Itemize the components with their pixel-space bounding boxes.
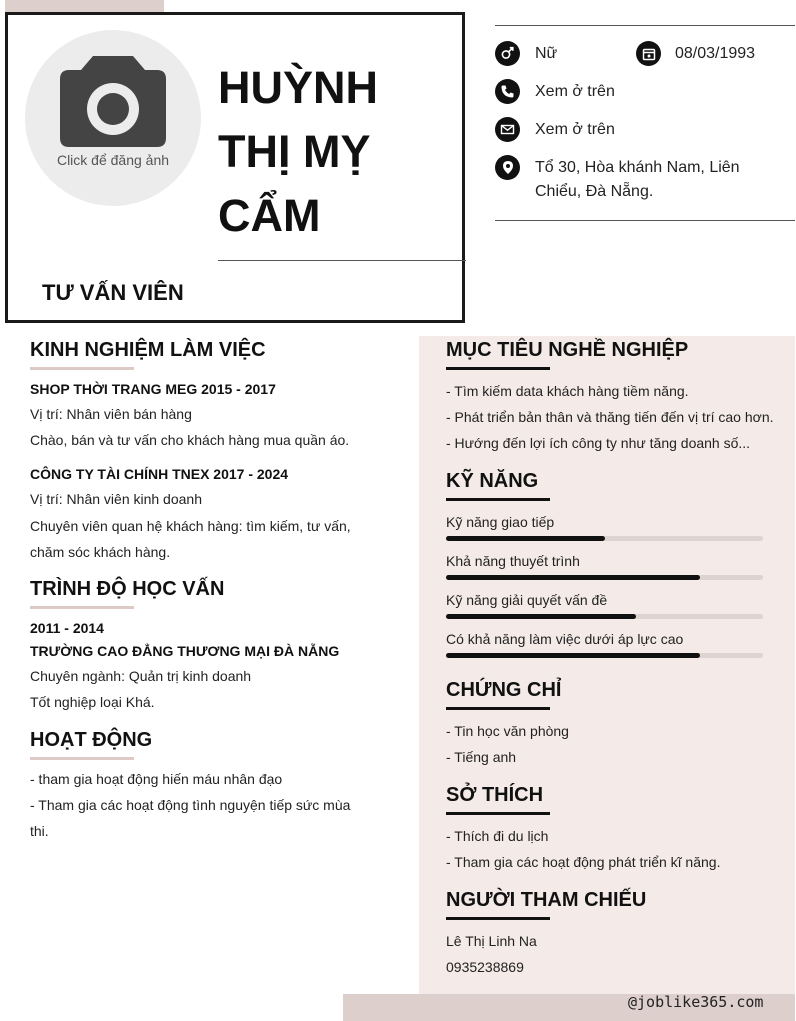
education-years: 2011 - 2014 (30, 620, 104, 636)
education-major: Chuyên ngành: Quản trị kinh doanh (30, 668, 252, 684)
activities-underline (30, 757, 134, 760)
experience-desc-1: Chào, bán và tư vấn cho khách hàng mua quần áo. (30, 432, 350, 448)
camera-icon (25, 30, 201, 206)
education-heading: TRÌNH ĐỘ HỌC VẤN (30, 578, 225, 600)
skill-label-3: Kỹ năng giải quyết vấn đề (446, 592, 608, 608)
name-divider (218, 260, 466, 261)
certificates-heading: CHỨNG CHỈ (446, 679, 562, 701)
skill-label-1: Kỹ năng giao tiếp (446, 514, 555, 530)
objective-item-3: - Hướng đến lợi ích công ty như tăng doanh số... (446, 435, 751, 451)
certificate-item-2: - Tiếng anh (446, 749, 517, 765)
reference-phone: 0935238869 (446, 959, 524, 975)
education-school: TRƯỜNG CAO ĐẲNG THƯƠNG MẠI ĐÀ NẴNG (30, 643, 340, 659)
phone-icon (495, 79, 520, 104)
gender-icon (495, 41, 520, 66)
name-line-2: THỊ MỴ (218, 126, 371, 177)
references-underline (446, 917, 550, 920)
experience-position-1: Vị trí: Nhân viên bán hàng (30, 406, 192, 422)
email-icon (495, 117, 520, 142)
skill-fill-2 (446, 575, 700, 580)
certificates-underline (446, 707, 550, 710)
objective-heading: MỤC TIÊU NGHỀ NGHIỆP (446, 339, 689, 361)
skill-bar-2 (446, 575, 763, 580)
skill-bar-3 (446, 614, 763, 619)
hobbies-heading: SỞ THÍCH (446, 784, 544, 806)
calendar-icon (636, 41, 661, 66)
name-line-3: CẨM (218, 190, 321, 241)
job-title: TƯ VẤN VIÊN (42, 280, 184, 305)
avatar-upload[interactable] (25, 30, 201, 206)
certificate-item-1: - Tin học văn phòng (446, 723, 569, 739)
skill-fill-4 (446, 653, 700, 658)
skill-label-4: Có khả năng làm việc dưới áp lực cao (446, 631, 684, 647)
activities-heading: HOẠT ĐỘNG (30, 729, 153, 751)
photo-caption: Click để đăng ảnh (56, 152, 170, 168)
hobby-item-1: - Thích đi du lịch (446, 828, 549, 844)
experience-underline (30, 367, 134, 370)
skill-bar-1 (446, 536, 763, 541)
name-line-1: HUỲNH (218, 62, 379, 113)
phone-value: Xem ở trên (535, 83, 615, 100)
skill-fill-1 (446, 536, 605, 541)
skill-fill-3 (446, 614, 636, 619)
activity-item-2: - Tham gia các hoạt động tình nguyện tiếp sức mùa thi. (30, 797, 351, 839)
experience-position-2: Vị trí: Nhân viên kinh doanh (30, 491, 202, 507)
reference-name: Lê Thị Linh Na (446, 933, 537, 949)
activity-item-1: - tham gia hoạt động hiến máu nhân đạo (30, 771, 283, 787)
skill-label-2: Khả năng thuyết trình (446, 553, 580, 569)
skills-underline (446, 498, 550, 501)
birthdate-value: 08/03/1993 (675, 45, 756, 62)
experience-heading: KINH NGHIỆM LÀM VIỆC (30, 339, 266, 361)
skill-bar-4 (446, 653, 763, 658)
email-value: Xem ở trên (535, 121, 615, 138)
references-heading: NGƯỜI THAM CHIẾU (446, 889, 647, 911)
hobbies-underline (446, 812, 550, 815)
education-grade: Tốt nghiệp loại Khá. (30, 694, 155, 710)
education-underline (30, 606, 134, 609)
experience-company-2: CÔNG TY TÀI CHÍNH TNEX 2017 - 2024 (30, 466, 289, 482)
address-value: Tổ 30, Hòa khánh Nam, Liên Chiểu, Đà Nẵng. (535, 159, 740, 200)
contact-divider-bottom (495, 220, 795, 221)
experience-desc-2: Chuyên viên quan hệ khách hàng: tìm kiếm, tư vấn, chăm sóc khách hàng. (30, 518, 351, 560)
objective-item-2: - Phát triển bản thân và thăng tiến đến vị trí cao hơn. (446, 409, 774, 425)
gender-value: Nữ (535, 45, 558, 62)
objective-underline (446, 367, 550, 370)
watermark: @joblike365.com (628, 993, 764, 1011)
contact-divider-top (495, 25, 795, 26)
objective-item-1: - Tìm kiếm data khách hàng tiềm năng. (446, 383, 689, 399)
experience-company-1: SHOP THỜI TRANG MEG 2015 - 2017 (30, 381, 276, 397)
candidate-name (218, 56, 458, 248)
hobby-item-2: - Tham gia các hoạt động phát triển kĩ năng. (446, 854, 721, 870)
skills-heading: KỸ NĂNG (446, 470, 539, 492)
location-pin-icon (495, 155, 520, 180)
